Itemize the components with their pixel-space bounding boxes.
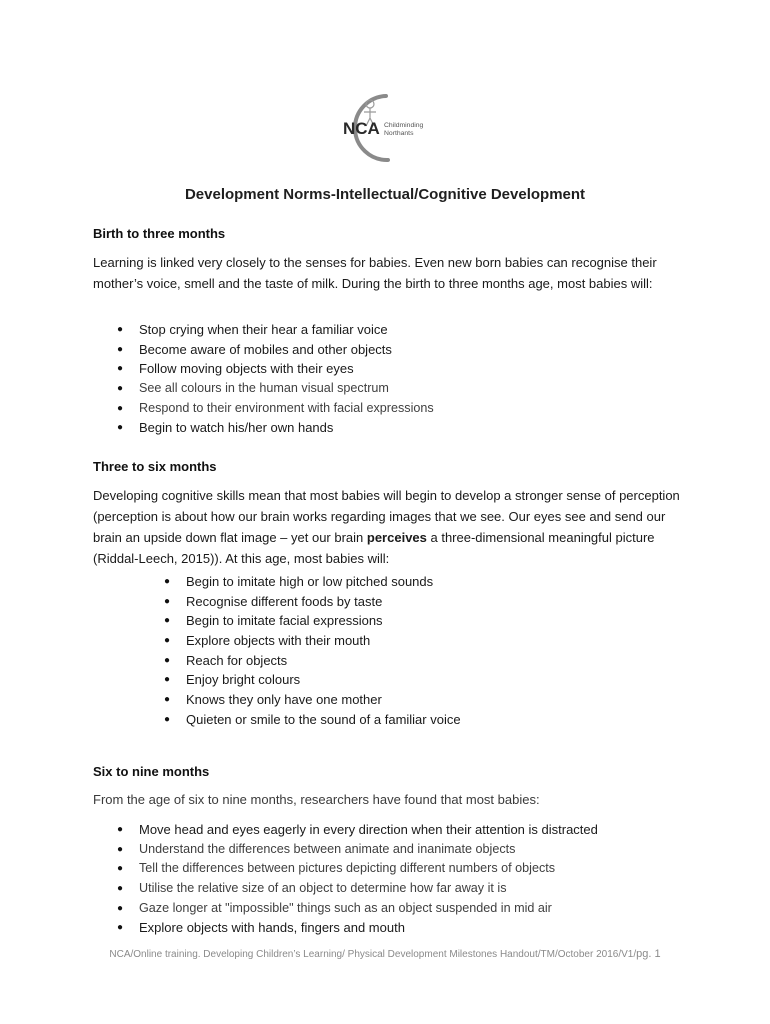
bullet-list-three-to-six [164, 572, 461, 730]
footer-text: NCA/Online training. Developing Children’s Learning/ Physical Development Milestones Handout/TM/October 2016/V1/ [109, 949, 637, 960]
section-paragraph-three-to-six: Developing cognitive skills mean that most babies will begin to develop a stronger sense of perception (perception is about how our brain works regarding images that we see. Our eyes see and send our brain an upside down flat image – yet our brain perceives a three-dimensional meaningful picture (Riddal-Leech, 2015)). At this age, most babies will: [93, 488, 680, 566]
list-item: ● Reach for objects [186, 651, 461, 671]
list-item: ● Become aware of mobiles and other objects [139, 340, 434, 360]
bullet-icon: ● [164, 694, 171, 706]
bullet-icon: ● [117, 843, 124, 855]
logo-line1: Childminding [384, 122, 424, 129]
list-item: ● Follow moving objects with their eyes [139, 359, 434, 379]
list-item: ● Move head and eyes eagerly in every direction when their attention is distracted [139, 820, 598, 840]
bullet-icon: ● [164, 595, 171, 607]
list-item: ● Explore objects with their mouth [186, 631, 461, 651]
bullet-icon: ● [117, 324, 124, 335]
list-item: ● Enjoy bright colours [186, 670, 461, 690]
bullet-icon: ● [117, 422, 124, 434]
list-item: ● Utilise the relative size of an object to determine how far away it is [139, 879, 598, 899]
list-item: ● Begin to imitate high or low pitched sounds [186, 572, 461, 592]
bullet-list-six-to-nine [117, 820, 598, 938]
list-item: ● Tell the differences between pictures depicting different numbers of objects [139, 859, 598, 879]
bullet-icon: ● [164, 654, 171, 666]
section-heading-three-to-six: Three to six months [93, 459, 217, 474]
bullet-icon: ● [117, 902, 124, 914]
bullet-icon: ● [164, 576, 171, 587]
bullet-icon: ● [117, 402, 124, 414]
list-item: ● Quieten or smile to the sound of a familiar voice [186, 710, 461, 730]
bullet-icon: ● [164, 635, 171, 647]
nca-logo [328, 90, 448, 166]
list-item: ● Understand the differences between animate and inanimate objects [139, 840, 598, 860]
list-item: ● See all colours in the human visual spectrum [139, 379, 434, 399]
emphasis-perceives: perceives [366, 530, 427, 545]
section-heading-birth-to-three: Birth to three months [93, 226, 226, 241]
list-item: ● Gaze longer at "impossible" things such as an object suspended in mid air [139, 899, 598, 919]
section-heading-six-to-nine: Six to nine months [93, 764, 210, 779]
list-item: ● Recognise different foods by taste [186, 592, 461, 612]
bullet-icon: ● [117, 922, 124, 934]
bullet-icon: ● [164, 615, 171, 627]
bullet-icon: ● [164, 674, 171, 686]
bullet-icon: ● [117, 383, 124, 395]
bullet-icon: ● [164, 713, 171, 725]
list-item: ● Stop crying when their hear a familiar voice [139, 320, 434, 340]
list-item: ● Begin to watch his/her own hands [139, 418, 434, 438]
list-item: ● Knows they only have one mother [186, 690, 461, 710]
bullet-icon: ● [117, 863, 124, 875]
list-item: ● Respond to their environment with facial expressions [139, 399, 434, 419]
logo-initials: NCA [343, 119, 380, 138]
list-item: ● Explore objects with hands, fingers and mouth [139, 918, 598, 938]
section-paragraph-birth-to-three: Learning is linked very closely to the senses for babies. Even new born babies can recognise their mother’s voice, smell and the taste of milk. During the birth to three months age, most babies will: [93, 255, 657, 291]
page-footer [0, 948, 770, 960]
bullet-icon: ● [117, 343, 124, 355]
bullet-icon: ● [117, 883, 124, 895]
bullet-icon: ● [117, 363, 124, 375]
document-title: Development Norms-Intellectual/Cognitive Development [184, 186, 586, 203]
page-number: pg. 1 [636, 948, 661, 960]
bullet-list-birth-to-three [117, 320, 434, 438]
logo-line2: Northants [384, 130, 414, 137]
bullet-icon: ● [117, 824, 124, 835]
list-item: ● Begin to imitate facial expressions [186, 611, 461, 631]
section-intro-six-to-nine: From the age of six to nine months, researchers have found that most babies: [93, 792, 540, 807]
